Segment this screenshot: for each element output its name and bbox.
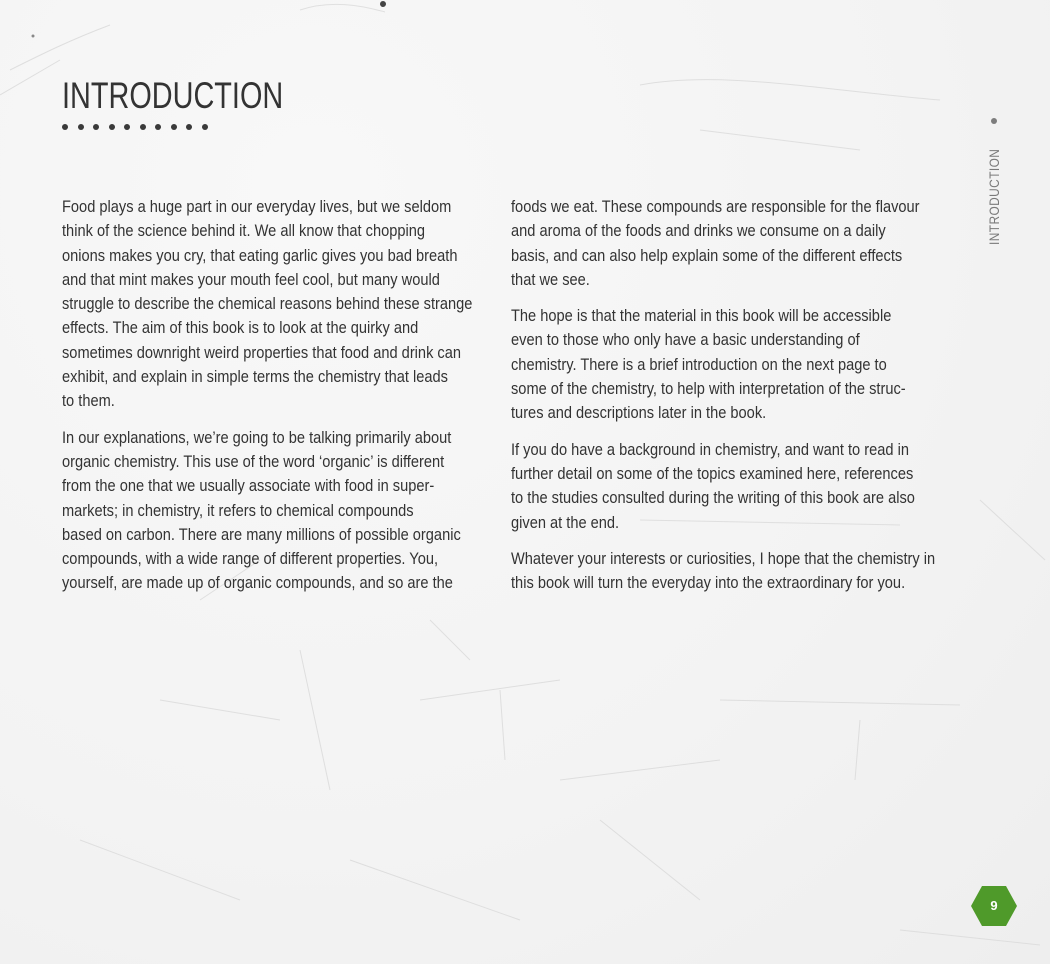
page-title: INTRODUCTION xyxy=(62,75,284,116)
divider-dot xyxy=(202,124,208,130)
section-side-tab xyxy=(986,118,1002,245)
circle-icon xyxy=(991,118,997,124)
divider-dot xyxy=(124,124,130,130)
divider-dot xyxy=(140,124,146,130)
divider-dot xyxy=(109,124,115,130)
text-column-left xyxy=(62,195,492,608)
paragraph: If you do have a background in chemistry, and want to read in further detail on some of the topics examined here, references to the studies consulted during the writing of this book are also given at the end. xyxy=(511,439,915,532)
divider-dot xyxy=(78,124,84,130)
paragraph: foods we eat. These compounds are responsible for the flavour and aroma of the foods and drinks we consume on a daily basis, and can also help explain some of the different effects that we see. xyxy=(511,197,920,289)
paragraph: Food plays a huge part in our everyday lives, but we seldom think of the science behind it. We all know that chopping onions makes you cry, that eating garlic gives you bad breath and that mint makes your mouth feel cool, but many would struggle to describe the chemical reasons behind these strange effects. The aim of this book is to look at the quirky and sometimes downright weird properties that food and drink can exhibit, and explain in simple terms the chemistry that leads to them. xyxy=(62,197,473,411)
page-number-badge xyxy=(970,884,1018,928)
divider-dot xyxy=(93,124,99,130)
title-dot-divider xyxy=(62,124,208,130)
divider-dot xyxy=(186,124,192,130)
paragraph: Whatever your interests or curiosities, I hope that the chemistry in this book will turn the everyday into the extraordinary for you. xyxy=(511,548,936,593)
divider-dot xyxy=(62,124,68,130)
divider-dot xyxy=(155,124,161,130)
paragraph: The hope is that the material in this book will be accessible even to those who only have a basic understanding of chemistry. There is a brief introduction on the next page to some of the chemistry, to help with interpretation of the struc- tures and descriptions later in the book. xyxy=(511,306,906,423)
paragraph: In our explanations, we’re going to be talking primarily about organic chemistry. This use of the word ‘organic’ is different from the one that we usually associate with food in super- markets; in chemistry, it refers to chemical compounds based on carbon. There are many millions of possible organic compounds, with a wide range of different properties. You, yourself, are made up of organic compounds, and so are the xyxy=(62,427,461,593)
text-column-right xyxy=(511,195,941,607)
section-side-tab-label: INTRODUCTION xyxy=(986,148,1002,245)
page-number: 9 xyxy=(990,898,998,913)
divider-dot xyxy=(171,124,177,130)
